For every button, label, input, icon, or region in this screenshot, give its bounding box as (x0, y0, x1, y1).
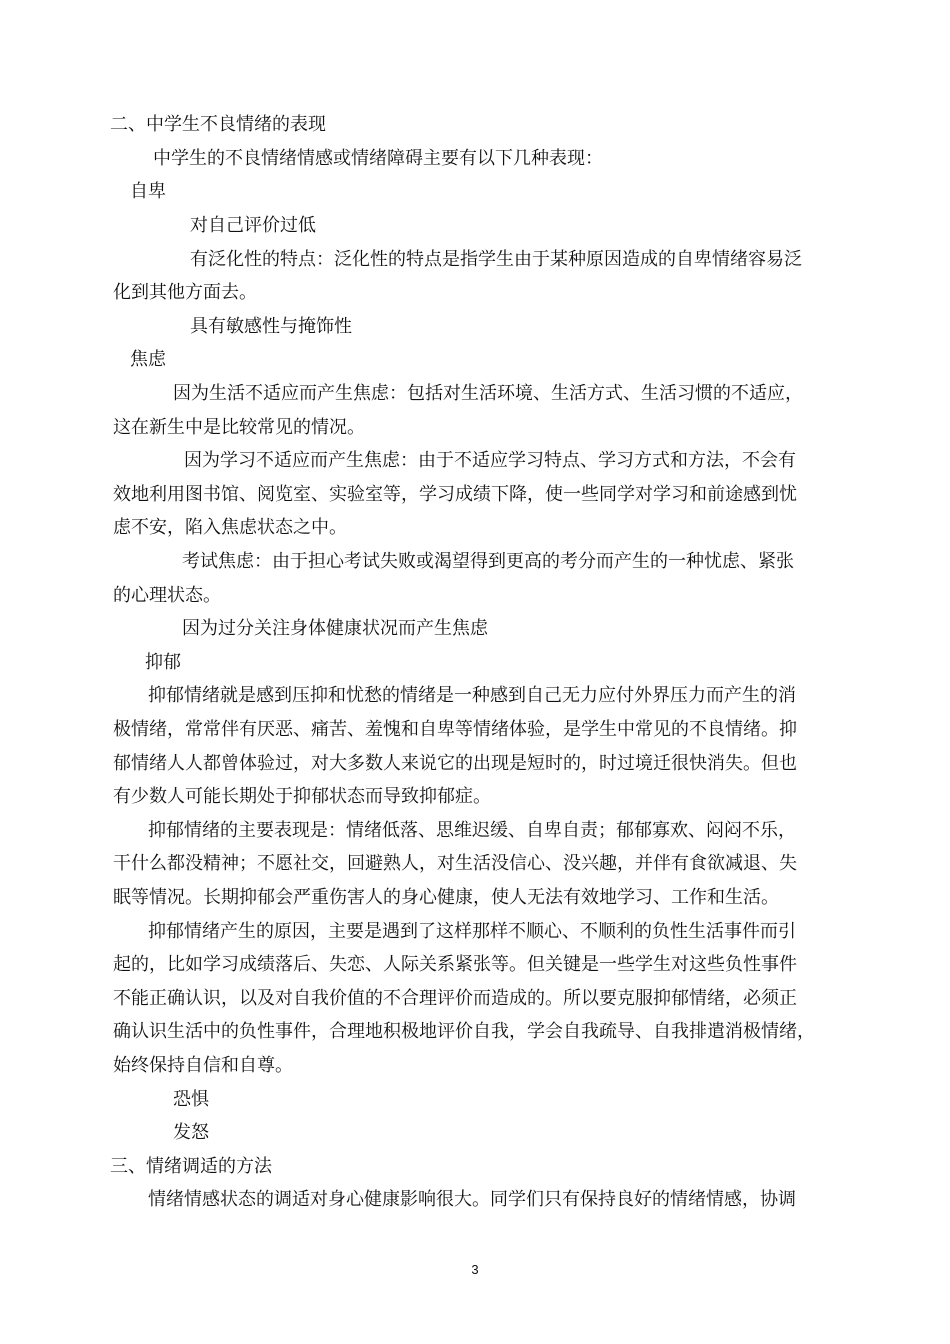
paragraph-line: 郁情绪人人都曾体验过，对大多数人来说它的出现是短时的，时过境迁很快消失。但也 (113, 753, 797, 774)
paragraph-line: 抑郁情绪就是感到压抑和忧愁的情绪是一种感到自己无力应付外界压力而产生的消 (148, 685, 796, 706)
paragraph-line: 始终保持自信和自尊。 (113, 1055, 293, 1076)
paragraph-line: 具有敏感性与掩饰性 (190, 316, 352, 337)
paragraph-line: 效地利用图书馆、阅览室、实验室等，学习成绩下降，使一些同学对学习和前途感到忧 (113, 484, 797, 505)
subheading-fear: 恐惧 (173, 1089, 209, 1110)
paragraph-line: 因为学习不适应而产生焦虑：由于不适应学习特点、学习方式和方法，不会有 (184, 450, 796, 471)
paragraph-line: 的心理状态。 (113, 585, 221, 606)
paragraph-line: 干什么都没精神；不愿社交，回避熟人，对生活没信心、没兴趣，并伴有食欲减退、失 (113, 853, 797, 874)
section-heading-2: 二、中学生不良情绪的表现 (110, 114, 326, 135)
paragraph-line: 这在新生中是比较常见的情况。 (113, 417, 365, 438)
paragraph-line: 有少数人可能长期处于抑郁状态而导致抑郁症。 (113, 786, 491, 807)
subheading-depression: 抑郁 (145, 652, 181, 673)
paragraph-line: 起的，比如学习成绩落后、失恋、人际关系紧张等。但关键是一些学生对这些负性事件 (113, 954, 797, 975)
paragraph-line: 眠等情况。长期抑郁会严重伤害人的身心健康，使人无法有效地学习、工作和生活。 (113, 887, 779, 908)
paragraph-line: 有泛化性的特点：泛化性的特点是指学生由于某种原因造成的自卑情绪容易泛 (190, 249, 802, 270)
page-number: 3 (471, 1262, 479, 1277)
paragraph-line: 因为过分关注身体健康状况而产生焦虑 (182, 618, 488, 639)
paragraph-line: 对自己评价过低 (190, 215, 316, 236)
paragraph-line: 抑郁情绪产生的原因，主要是遇到了这样那样不顺心、不顺利的负性生活事件而引 (148, 921, 796, 942)
section-heading-3: 三、情绪调适的方法 (110, 1156, 272, 1177)
paragraph-line: 抑郁情绪的主要表现是：情绪低落、思维迟缓、自卑自责；郁郁寡欢、闷闷不乐， (148, 820, 796, 841)
paragraph-line: 确认识生活中的负性事件，合理地积极地评价自我，学会自我疏导、自我排遣消极情绪， (113, 1021, 815, 1042)
paragraph-line: 化到其他方面去。 (113, 282, 257, 303)
paragraph-line: 情绪情感状态的调适对身心健康影响很大。同学们只有保持良好的情绪情感，协调 (148, 1189, 796, 1210)
paragraph-line: 中学生的不良情绪情感或情绪障碍主要有以下几种表现： (153, 148, 603, 169)
subheading-anger: 发怒 (173, 1122, 209, 1143)
paragraph-line: 不能正确认识，以及对自我价值的不合理评价而造成的。所以要克服抑郁情绪，必须正 (113, 988, 797, 1009)
paragraph-line: 虑不安，陷入焦虑状态之中。 (113, 517, 347, 538)
paragraph-line: 极情绪，常常伴有厌恶、痛苦、羞愧和自卑等情绪体验，是学生中常见的不良情绪。抑 (113, 719, 797, 740)
subheading-anxiety: 焦虑 (130, 349, 166, 370)
paragraph-line: 因为生活不适应而产生焦虑：包括对生活环境、生活方式、生活习惯的不适应， (173, 383, 803, 404)
paragraph-line: 考试焦虑：由于担心考试失败或渴望得到更高的考分而产生的一种忧虑、紧张 (182, 551, 794, 572)
subheading-inferiority: 自卑 (130, 181, 166, 202)
